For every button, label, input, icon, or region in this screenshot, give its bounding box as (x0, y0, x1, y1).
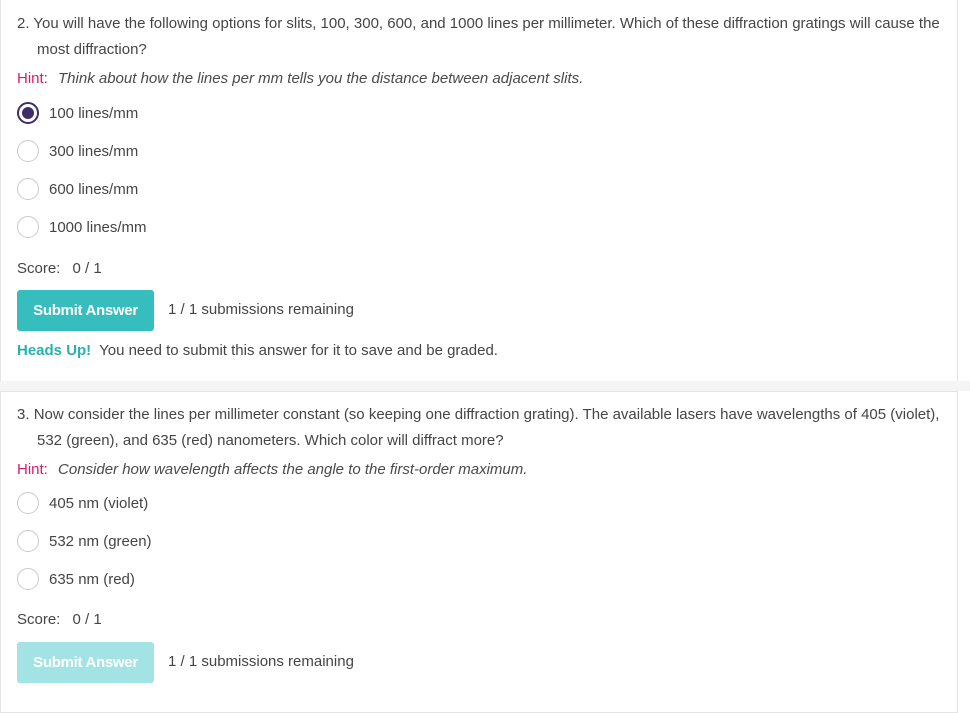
score-value: 0 / 1 (72, 260, 102, 277)
q3-option-green[interactable] (17, 528, 152, 554)
q2-score (17, 260, 102, 277)
q2-option-1000[interactable] (17, 214, 147, 240)
question-number: 3. (17, 406, 30, 423)
score-label: Score: (17, 260, 61, 277)
question-3-hint (17, 461, 527, 478)
hint-text: Consider how wavelength affects the angle to the first-order maximum. (58, 461, 528, 478)
score-label: Score: (17, 611, 61, 628)
q2-submit-answer-button[interactable]: Submit Answer (17, 290, 154, 331)
radio-button[interactable] (17, 178, 39, 200)
q3-submissions-remaining: 1 / 1 submissions remaining (168, 653, 354, 670)
question-number: 2. (17, 15, 30, 32)
heads-up-text: You need to submit this answer for it to save and be graded. (99, 342, 498, 359)
question-2-text (17, 11, 967, 62)
option-label[interactable]: 532 nm (green) (49, 532, 152, 550)
question-prompt: Now consider the lines per millimeter constant (so keeping one diffraction grating). The available lasers have wavelengths of 405 (violet), 532 (green), and 635 (red) nanometers. Which color will diffract more? (33, 406, 940, 449)
radio-button[interactable] (17, 568, 39, 590)
radio-button-selected[interactable] (17, 102, 39, 124)
question-2-hint (17, 70, 583, 87)
hint-label: Hint: (17, 70, 48, 87)
q3-option-red[interactable] (17, 566, 135, 592)
q2-submissions-remaining: 1 / 1 submissions remaining (168, 301, 354, 318)
radio-button[interactable] (17, 492, 39, 514)
option-label[interactable]: 1000 lines/mm (49, 218, 147, 236)
question-prompt: You will have the following options for slits, 100, 300, 600, and 1000 lines per millimeter. Which of these diffraction gratings will cause the most diffraction? (33, 15, 940, 58)
option-label[interactable]: 100 lines/mm (49, 104, 139, 122)
option-label[interactable]: 300 lines/mm (49, 142, 139, 160)
q3-option-violet[interactable] (17, 490, 148, 516)
option-label[interactable]: 600 lines/mm (49, 180, 139, 198)
hint-label: Hint: (17, 461, 48, 478)
hint-text: Think about how the lines per mm tells you the distance between adjacent slits. (58, 70, 584, 87)
radio-button[interactable] (17, 140, 39, 162)
option-label[interactable]: 405 nm (violet) (49, 494, 149, 512)
q2-option-300[interactable] (17, 138, 138, 164)
score-value: 0 / 1 (72, 611, 102, 628)
q3-score (17, 611, 102, 628)
q2-option-600[interactable] (17, 176, 138, 202)
option-label[interactable]: 635 nm (red) (49, 570, 135, 588)
q2-heads-up-notice (17, 342, 498, 359)
heads-up-label: Heads Up! (17, 342, 92, 359)
q2-option-100[interactable] (17, 100, 138, 126)
question-3-text (17, 402, 967, 453)
radio-button[interactable] (17, 216, 39, 238)
radio-button[interactable] (17, 530, 39, 552)
card-separator (0, 381, 970, 391)
q3-submit-answer-button[interactable]: Submit Answer (17, 642, 154, 683)
